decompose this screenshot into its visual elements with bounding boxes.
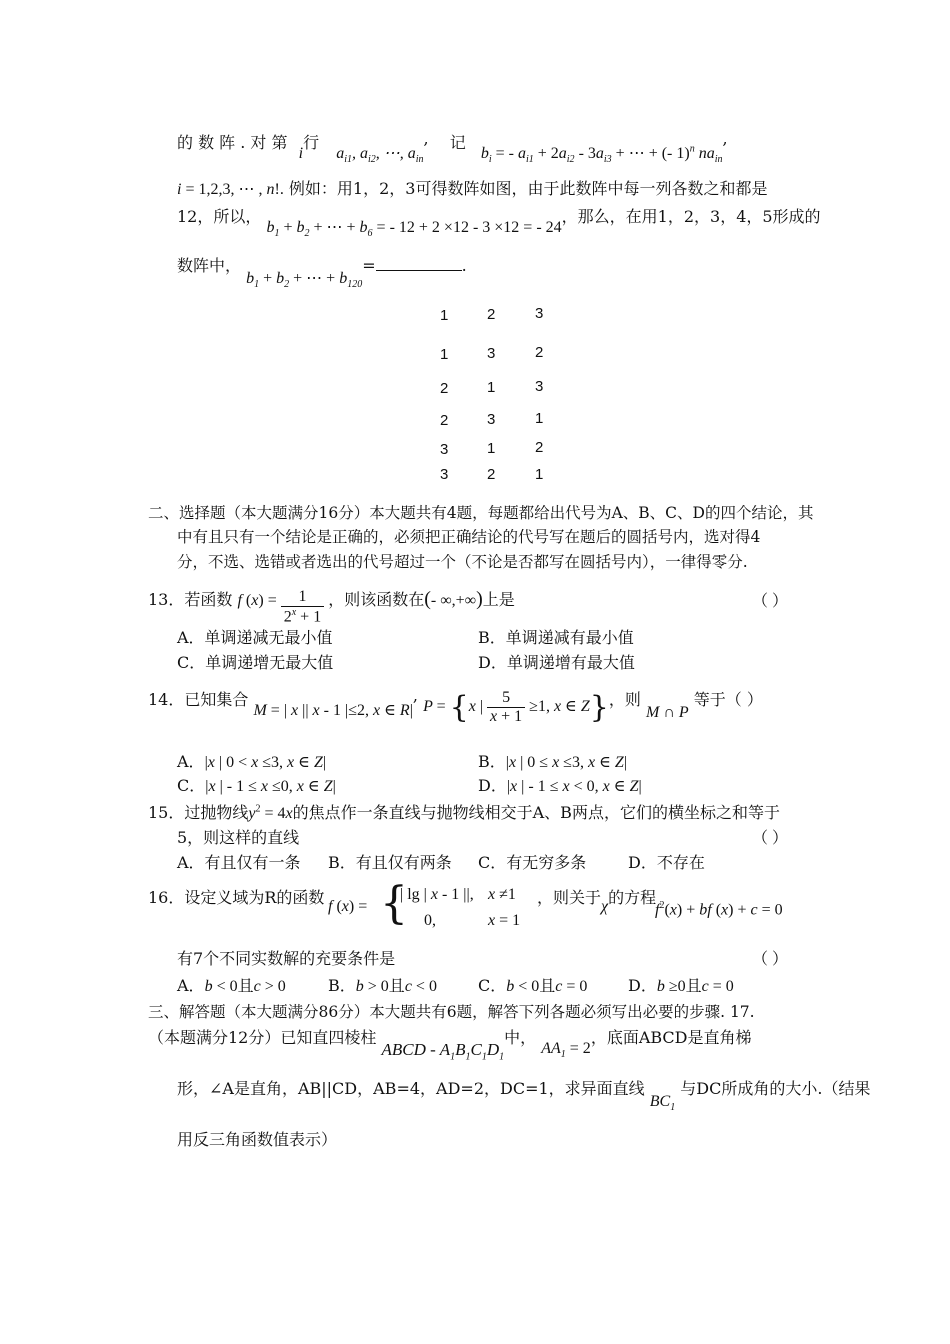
math-cond-2: x = 1 bbox=[488, 912, 521, 929]
q15-answer-paren: （ ） bbox=[752, 830, 789, 847]
matrix-cell: 1 bbox=[487, 440, 496, 457]
q14-option-d bbox=[478, 773, 642, 796]
matrix-cell: 3 bbox=[440, 466, 449, 483]
q14-option-c-label: C． bbox=[177, 776, 206, 795]
matrix-cell: 1 bbox=[535, 410, 544, 427]
math-q16-c: b < 0且c = 0 bbox=[506, 978, 588, 995]
matrix-cell: 1 bbox=[535, 466, 544, 483]
intro-line-2 bbox=[177, 176, 767, 199]
q13-option-c: C．单调递增无最大值 bbox=[177, 653, 334, 672]
matrix-cell: 2 bbox=[440, 380, 449, 397]
section2-line-2: 中有且只有一个结论是正确的，必须把正确结论的代号写在题后的圆括号内，选对得4 bbox=[177, 528, 761, 546]
q16-and: 且 bbox=[388, 978, 405, 995]
matrix-cell: 1 bbox=[440, 307, 449, 324]
math-piece-1: | lg | x - 1 ||, bbox=[400, 886, 474, 903]
q14-option-b bbox=[478, 749, 627, 772]
matrix-cell: 3 bbox=[535, 378, 544, 395]
matrix-cell: 2 bbox=[440, 412, 449, 429]
math-piece-2: 0, bbox=[424, 912, 436, 929]
math-row-seq: $a_{i1}$, $a_{i2}$, ⋯, $a_{in}$ bbox=[336, 145, 424, 166]
math-q16-b: b > 0且c < 0 bbox=[355, 978, 437, 995]
math-f-def: f (x) = $\frac{1}{2^x + 1}$ bbox=[237, 592, 328, 609]
math-q16-d: b ≥0且c = 0 bbox=[656, 978, 734, 995]
matrix-cell: 3 bbox=[440, 441, 449, 458]
math-var-x: χ bbox=[601, 898, 609, 915]
math-m-cap-p: M ∩ P bbox=[646, 704, 689, 722]
q16-head: 16．设定义域为R的函数 bbox=[148, 888, 325, 907]
q16-option-a bbox=[177, 973, 286, 996]
math-piecewise-f: f (x) = bbox=[328, 898, 368, 915]
q14-head: 14．已知集合 bbox=[148, 690, 249, 710]
matrix-cell: 3 bbox=[535, 305, 544, 322]
q16-option-b bbox=[328, 973, 437, 996]
q16-mid-text: ，则关于 bbox=[537, 888, 602, 907]
q13-option-a: A．单调递减无最小值 bbox=[177, 628, 333, 647]
section3-line-2 bbox=[148, 1025, 752, 1063]
math-equation: $f^2(x)$ + bf (x) + c = 0 bbox=[655, 900, 783, 919]
math-cond-1: x ≠1 bbox=[488, 886, 516, 903]
math-i-range: i = 1,2,3, ⋯ , n!. bbox=[177, 181, 284, 198]
q13-mid: ，则该函数在 bbox=[328, 589, 425, 609]
matrix-cell: 3 bbox=[487, 411, 496, 428]
q13-answer-paren: （ ） bbox=[752, 593, 789, 610]
math-interval: (- ∞,+∞) bbox=[424, 587, 483, 610]
answer-blank bbox=[376, 256, 462, 271]
q16-option-c-label: C． bbox=[478, 976, 507, 995]
matrix-cell: 3 bbox=[487, 345, 496, 362]
q13-option-b: B．单调递减有最小值 bbox=[478, 628, 634, 647]
q13-head: 13．若函数 bbox=[148, 589, 233, 609]
q16-option-c bbox=[478, 973, 587, 996]
matrix-cell: 2 bbox=[487, 306, 496, 323]
intro-line-4: 数阵中， $b_1 + b_2$ + ⋯ + $b_{120}=$ . bbox=[177, 256, 467, 291]
math-b-sum-120: $b_1 + b_2$ + ⋯ + $b_{120}$ bbox=[246, 270, 363, 291]
q15-stem bbox=[148, 800, 780, 823]
q14-tail: 等于（ ） bbox=[693, 690, 763, 710]
intro-l1-c: 记 bbox=[449, 133, 466, 152]
math-q16-a: b < 0且c > 0 bbox=[204, 978, 286, 995]
section3-line-4: 用反三角函数值表示） bbox=[177, 1130, 338, 1149]
math-opt-b: |x | 0 ≤ x ≤3, x ∈ Z| bbox=[505, 754, 628, 771]
intro-line-3 bbox=[177, 204, 821, 240]
section3-l3-b: 与DC所成角的大小.（结果 bbox=[680, 1079, 871, 1098]
section2-line-1: 二、选择题（本大题满分16分）本大题共有4题，每题都给出代号为A、B、C、D的四个结论，其 bbox=[148, 504, 814, 522]
math-bc1: $BC_1$ bbox=[649, 1093, 676, 1114]
q16-answer-paren: （ ） bbox=[752, 951, 789, 968]
math-bi-def: $b_i$ = - $a_{i1} + 2a_{i2} - 3a_{i3}$ + ⋯ + (- 1)$^n$ $na_{in}$ bbox=[480, 143, 723, 166]
q13-stem bbox=[148, 582, 515, 626]
piecewise-brace: { bbox=[380, 878, 408, 929]
matrix-cell: 2 bbox=[487, 466, 496, 483]
q15-option-d: D．不存在 bbox=[628, 853, 705, 872]
q14-option-d-label: D． bbox=[478, 776, 507, 795]
q14-option-a-label: A． bbox=[177, 752, 205, 771]
math-set-p: P = {x | $\frac{5}{x + 1}$ ≥1, x ∈ Z} bbox=[423, 689, 609, 725]
q16-mid bbox=[537, 885, 657, 915]
q16-line-2: 有7个不同实数解的充要条件是 bbox=[177, 949, 396, 968]
q16-mid2-text: 的方程 bbox=[608, 888, 657, 907]
intro-l1-a: 的 数 阵 . 对 第 bbox=[177, 133, 288, 152]
q13-option-d: D．单调递增有最大值 bbox=[478, 653, 635, 672]
q16-option-a-label: A． bbox=[177, 976, 205, 995]
q14-option-a bbox=[177, 749, 326, 772]
section3-l2-a: （本题满分12分）已知直四棱柱 bbox=[148, 1028, 377, 1047]
q13-tail: 上是 bbox=[482, 589, 515, 609]
q16-and: 且 bbox=[539, 978, 556, 995]
matrix-cell: 1 bbox=[440, 346, 449, 363]
q14-option-c bbox=[177, 773, 336, 796]
q15-option-c: C．有无穷多条 bbox=[478, 853, 587, 872]
matrix-cell: 2 bbox=[535, 344, 544, 361]
intro-l4-eq: = bbox=[362, 256, 376, 275]
q16-and: 且 bbox=[685, 978, 702, 995]
math-parabola: $y^2 = 4x$ bbox=[248, 803, 293, 822]
section2-line-3: 分，不选、选错或者选出的代号超过一个（不论是否都写在圆括号内），一律得零分. bbox=[177, 553, 748, 571]
intro-l2-tail: 例如：用1，2，3可得数阵如图，由于此数阵中每一列各数之和都是 bbox=[288, 179, 768, 198]
matrix-cell: 1 bbox=[487, 379, 496, 396]
section3-l2-b: 中， bbox=[504, 1028, 537, 1047]
section3-line-1: 三、解答题（本大题满分86分）本大题共有6题，解答下列各题必须写出必要的步骤. 17. bbox=[148, 1003, 755, 1021]
math-set-m: M = | x || x - 1 |≤2, x ∈ R| bbox=[253, 702, 413, 720]
intro-l3-tail: ，那么，在用1，2，3，4，5形成的 bbox=[561, 207, 821, 226]
section3-l2-c: ，底面ABCD是直角梯 bbox=[590, 1028, 752, 1047]
q16-and: 且 bbox=[237, 978, 254, 995]
math-i: i bbox=[298, 145, 304, 162]
intro-l4-head: 数阵中， bbox=[177, 256, 242, 275]
q16-option-d-label: D． bbox=[628, 976, 657, 995]
q16-option-b-label: B． bbox=[328, 976, 356, 995]
math-opt-a: |x | 0 < x ≤3, x ∈ Z| bbox=[204, 754, 327, 771]
q14-then: ，则 bbox=[608, 690, 641, 710]
math-prism: ABCD - $A_1B_1C_1D_1$ bbox=[381, 1040, 505, 1063]
q14-stem: 14．已知集合 M = | x || x - 1 |≤2, x ∈ R|, P = {x | $\frac{5}{x + 1}$ ≥1, x ∈ Z}，则 M ∩ P 等于（ ） bbox=[148, 686, 763, 725]
q16-option-d bbox=[628, 973, 734, 996]
matrix-cell: 2 bbox=[535, 439, 544, 456]
intro-l1-b: 行 bbox=[303, 133, 320, 152]
q15-option-a: A．有且仅有一条 bbox=[177, 853, 301, 872]
intro-l3-head: 12，所以， bbox=[177, 207, 262, 226]
section3-l3-a: 形，∠A是直角，AB||CD，AB=4，AD=2，DC=1，求异面直线 bbox=[177, 1079, 645, 1098]
section3-line-3 bbox=[177, 1076, 871, 1114]
q15-line-2: 5，则这样的直线 bbox=[177, 828, 300, 847]
math-b-sum-example: $b_1 + b_2$ + ⋯ + $b_6$ = - 12 + 2 ×12 - 3 ×12 = - 24 bbox=[266, 219, 562, 240]
q15-rest: 的焦点作一条直线与抛物线相交于A、B两点，它们的横坐标之和等于 bbox=[292, 803, 780, 822]
math-opt-d: |x | - 1 ≤ x < 0, x ∈ Z| bbox=[506, 778, 642, 795]
q15-head: 15．过抛物线 bbox=[148, 803, 249, 822]
math-opt-c: |x | - 1 ≤ x ≤0, x ∈ Z| bbox=[205, 778, 336, 795]
intro-line-1: 的 数 阵 . 对 第 i行 $a_{i1}$, $a_{i2}$, ⋯, $a_{in}$, 记 $b_i$ = - $a_{i1} + 2a_{i2} - 3a_{i3}$ + ⋯ + (- 1)$^n$ $na_{in}$, bbox=[177, 129, 728, 166]
math-aa1: $AA_1 = 2$ bbox=[541, 1040, 591, 1061]
q15-option-b: B．有且仅有两条 bbox=[328, 853, 452, 872]
q14-option-b-label: B． bbox=[478, 752, 506, 771]
